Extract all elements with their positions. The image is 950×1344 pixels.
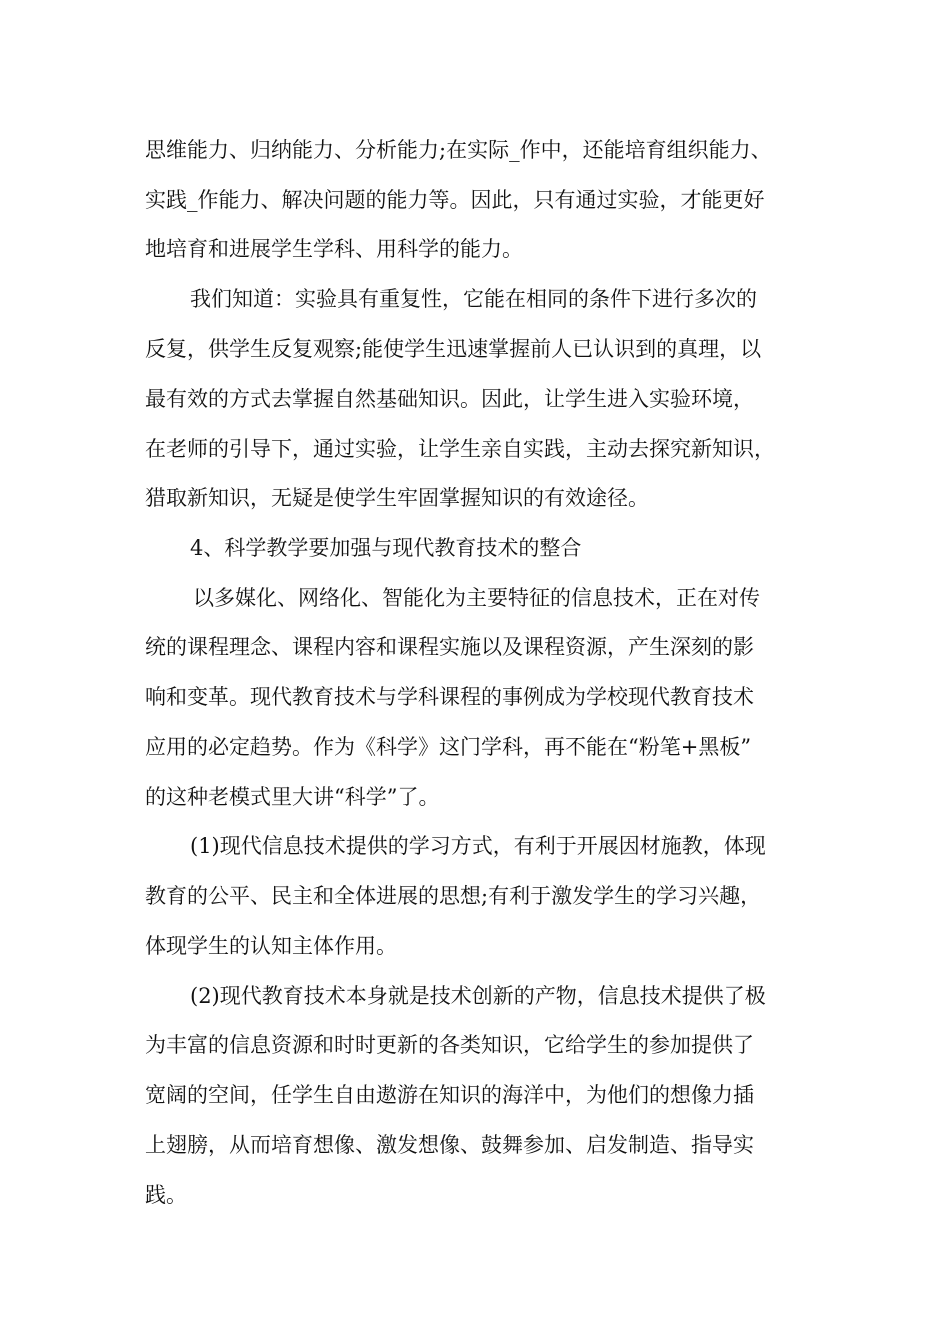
text-line-1: 思维能力、归纳能力、分析能力;在实际_作中，还能培育组织能力、 [145, 138, 772, 162]
text-line-14: 的这种老模式里大讲“科学”了。 [145, 785, 440, 809]
text-line-16: 教育的公平、民主和全体进展的思想;有利于激发学生的学习兴趣， [145, 884, 762, 908]
section-heading: 4、科学教学要加强与现代教育技术的整合 [190, 536, 582, 560]
text-line-3: 地培育和进展学生学科、用科学的能力。 [145, 237, 523, 261]
list-item-2-start: (2)现代教育技术本身就是技术创新的产物，信息技术提供了极 [190, 984, 766, 1008]
text-line-19: 为丰富的信息资源和时时更新的各类知识，它给学生的参加提供了 [145, 1033, 754, 1057]
list-item-1-start: (1)现代信息技术提供的学习方式，有利于开展因材施教，体现 [190, 834, 766, 858]
text-line-17: 体现学生的认知主体作用。 [145, 934, 397, 958]
text-line-13: 应用的必定趋势。作为《科学》这门学科，再不能在“粉笔+黑板” [145, 735, 752, 759]
text-line-12: 响和变革。现代教育技术与学科课程的事例成为学校现代教育技术 [145, 685, 754, 709]
text-line-11: 统的课程理念、课程内容和课程实施以及课程资源，产生深刻的影 [145, 635, 754, 659]
text-line-2: 实践_作能力、解决问题的能力等。因此，只有通过实验，才能更好 [145, 188, 765, 212]
paragraph-start-line: 我们知道：实验具有重复性，它能在相同的条件下进行多次的 [190, 287, 757, 311]
text-line-21: 上翅膀，从而培育想像、激发想像、鼓舞参加、启发制造、指导实 [145, 1133, 754, 1157]
text-line-20: 宽阔的空间，任学生自由遨游在知识的海洋中，为他们的想像力插 [145, 1083, 754, 1107]
text-line-5: 反复，供学生反复观察;能使学生迅速掌握前人已认识到的真理，以 [145, 337, 762, 361]
text-line-22: 践。 [145, 1183, 187, 1207]
paragraph-start-line: 以多媒化、网络化、智能化为主要特征的信息技术，正在对传 [193, 586, 760, 610]
text-line-8: 猎取新知识，无疑是使学生牢固掌握知识的有效途径。 [145, 486, 649, 510]
text-line-7: 在老师的引导下，通过实验，让学生亲自实践，主动去探究新知识， [145, 437, 775, 461]
text-line-6: 最有效的方式去掌握自然基础知识。因此，让学生进入实验环境， [145, 387, 754, 411]
